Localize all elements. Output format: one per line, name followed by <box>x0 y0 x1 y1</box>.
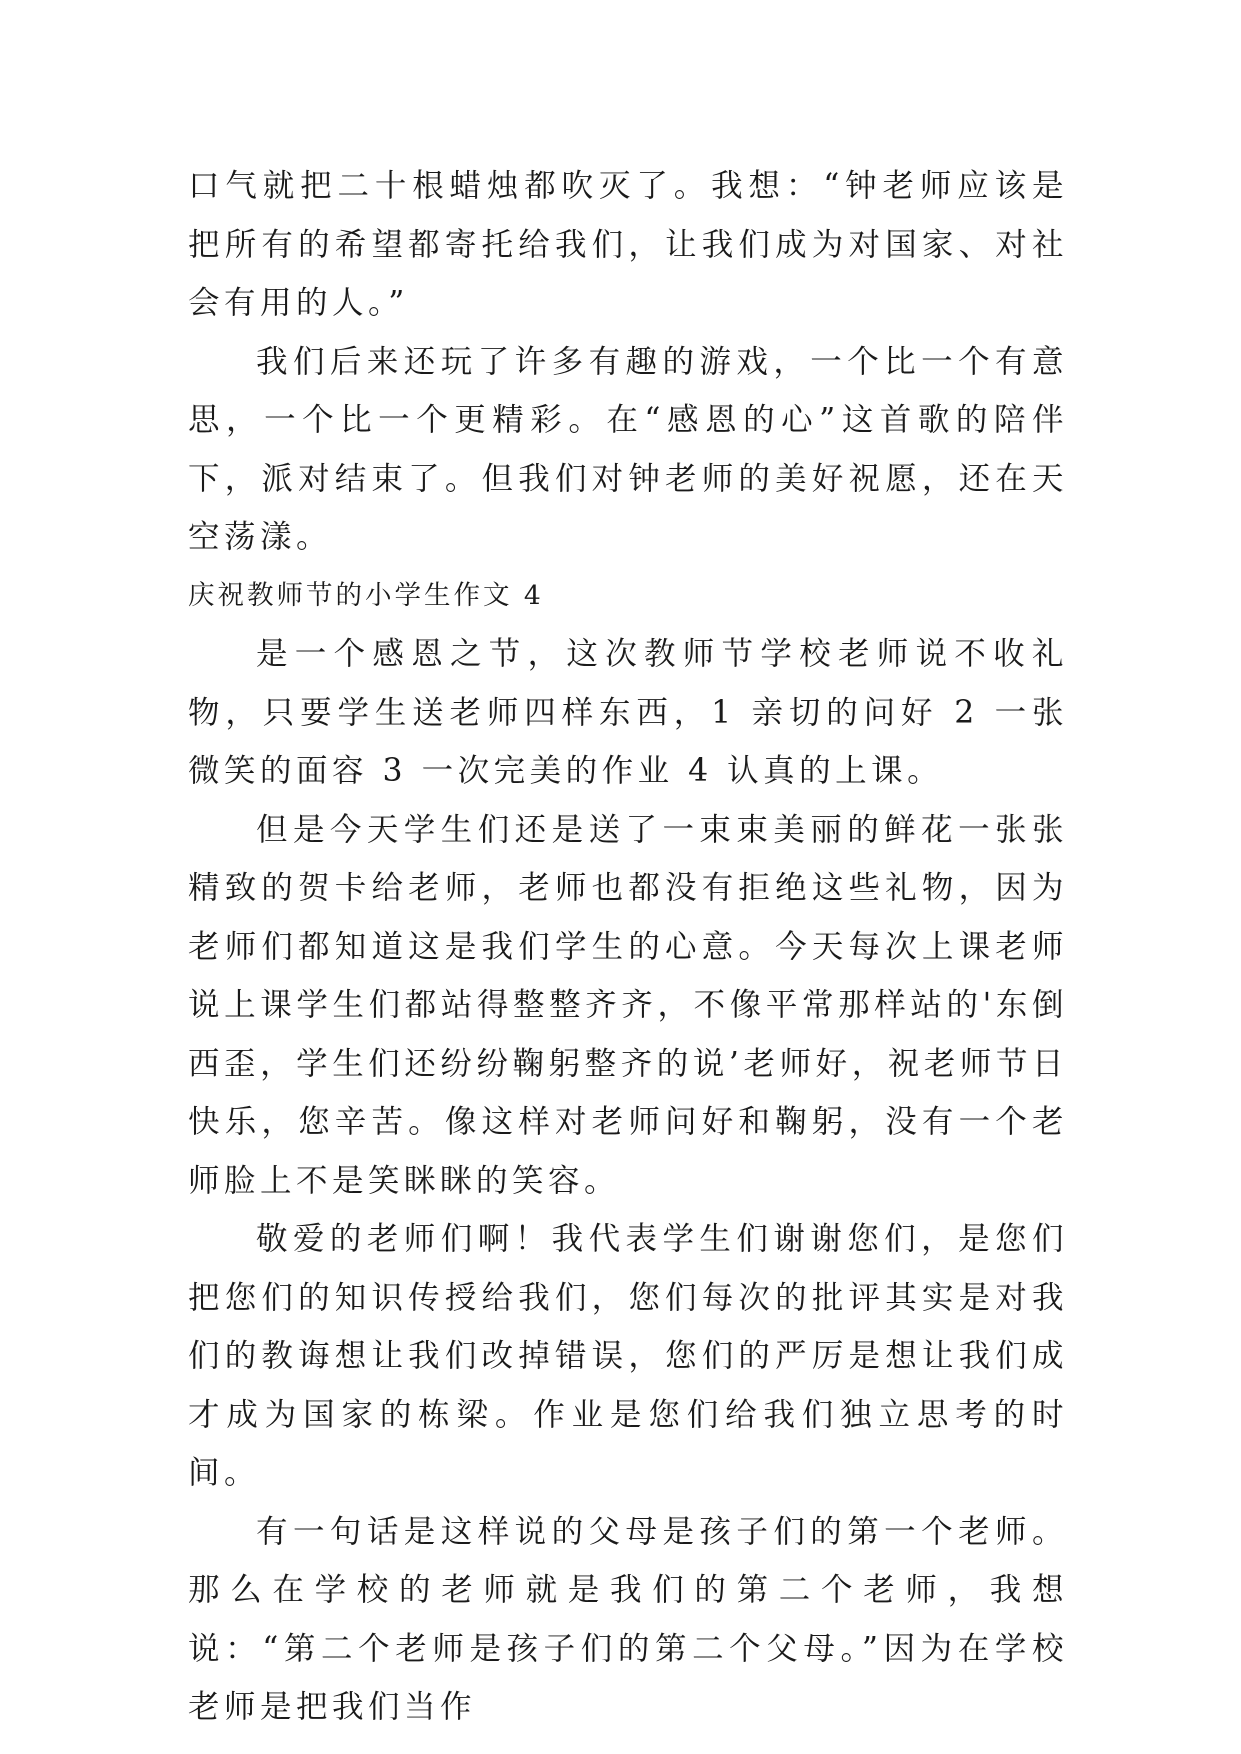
paragraph-games: 我们后来还玩了许多有趣的游戏，一个比一个有意思，一个比一个更精彩。在“感恩的心”这首歌的陪伴下，派对结束了。但我们对钟老师的美好祝愿，还在天空荡漾。 <box>188 343 1068 555</box>
paragraph-gratitude: 是一个感恩之节，这次教师节学校老师说不收礼物，只要学生送老师四样东西，1 亲切的问好 2 一张微笑的面容 3 一次完美的作业 4 认真的上课。 <box>188 636 1068 789</box>
paragraph-continuation: 口气就把二十根蜡烛都吹灭了。我想：“钟老师应该是把所有的希望都寄托给我们，让我们成为对国家、对社会有用的人。” <box>188 168 1068 321</box>
essay-heading: 庆祝教师节的小学生作文 4 <box>188 579 544 611</box>
document-body <box>188 157 1068 1737</box>
paragraph-flowers: 但是今天学生们还是送了一束束美丽的鲜花一张张精致的贺卡给老师，老师也都没有拒绝这些礼物，因为老师们都知道这是我们学生的心意。今天每次上课老师说上课学生们都站得整整齐齐，不像平常那样站的'东倒西歪，学生们还纷纷鞠躬整齐的说’老师好，祝老师节日快乐，您辛苦。像这样对老师问好和鞠躬，没有一个老师脸上不是笑眯眯的笑容。 <box>188 811 1068 1199</box>
paragraph-parents: 有一句话是这样说的父母是孩子们的第一个老师。那么在学校的老师就是我们的第二个老师，我想说：“第二个老师是孩子们的第二个父母。”因为在学校老师是把我们当作 <box>188 1513 1068 1725</box>
paragraph-thanks: 敬爱的老师们啊！我代表学生们谢谢您们，是您们把您们的知识传授给我们，您们每次的批评其实是对我们的教诲想让我们改掉错误，您们的严厉是想让我们成才成为国家的栋梁。作业是您们给我们独立思考的时间。 <box>188 1221 1068 1491</box>
